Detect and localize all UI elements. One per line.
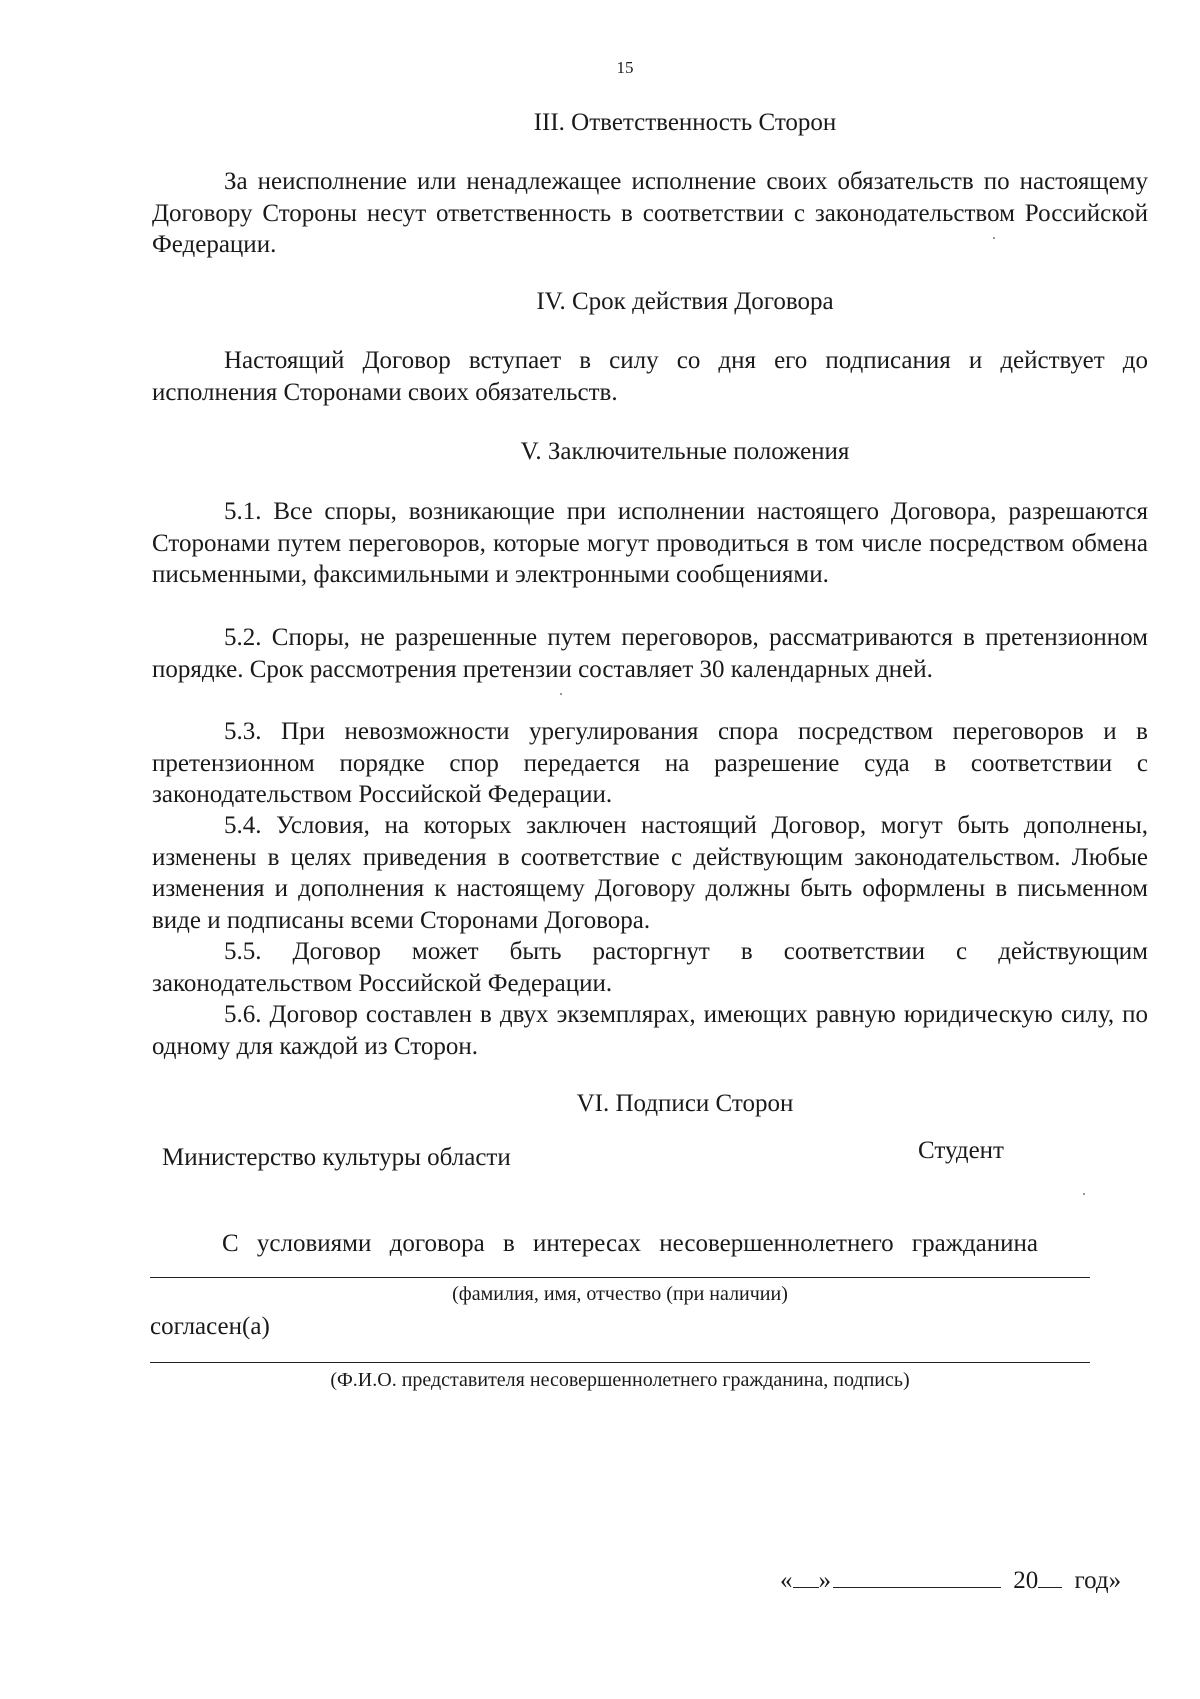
clause-5-6: 5.6. Договор составлен в двух экземплярах, имеющих равную юридическую силу, по одному для каждой из Сторон.	[152, 1001, 1148, 1060]
month-blank	[833, 1565, 1001, 1588]
party-ministry: Министерство культуры области	[162, 1144, 511, 1171]
section-5-title: V. Заключительные положения	[520, 438, 850, 465]
clause-5-4: 5.4. Условия, на которых заключен настоящий Договор, могут быть дополнены, изменены в целях приведения в соответствие с действующим законодательством. Любые изменения и дополнения к настоящему Договору должны быть оформлены в письменном виде и подписаны всеми Сторонами Договора.	[152, 812, 1148, 934]
date-open-quote: «	[780, 1567, 793, 1594]
representative-caption: (Ф.И.О. представителя несовершеннолетнего гражданина, подпись)	[330, 1369, 910, 1391]
section-3-title: III. Ответственность Сторон	[533, 109, 837, 136]
agreed-label: согласен(а)	[150, 1313, 270, 1340]
representative-signature-line	[150, 1362, 1090, 1363]
date-close-quote: »	[818, 1567, 831, 1594]
page-number: 15	[616, 58, 634, 77]
scan-speck	[1083, 1193, 1085, 1195]
clause-5-5: 5.5. Договор может быть расторгнут в соответствии с действующим законодательством Российской Федерации.	[152, 938, 1148, 997]
name-signature-line	[150, 1277, 1090, 1278]
consent-intro: С условиями договора в интересах несовершеннолетнего гражданина	[222, 1230, 1039, 1257]
scan-speck	[993, 237, 995, 239]
year-prefix: 20	[1013, 1567, 1039, 1594]
clause-5-2: 5.2. Споры, не разрешенные путем переговоров, рассматриваются в претензионном порядке. Срок рассмотрения претензии составляет 30 календарных дней.	[152, 624, 1148, 683]
section-3-text: За неисполнение или ненадлежащее исполнение своих обязательств по настоящему Договору Стороны несут ответственность в соответствии с законодательством Российской Федерации.	[152, 168, 1148, 258]
scan-speck	[560, 693, 562, 695]
section-4-title: IV. Срок действия Договора	[536, 288, 834, 315]
clause-5-3: 5.3. При невозможности урегулирования спора посредством переговоров и в претензионном порядке спор передается на разрешение суда в соответствии с законодательством Российской Федерации.	[152, 718, 1148, 808]
clause-5-1: 5.1. Все споры, возникающие при исполнении настоящего Договора, разрешаются Сторонами путем переговоров, которые могут проводиться в том числе посредством обмена письменными, факсимильными и электронными сообщениями.	[152, 498, 1148, 588]
section-4-text: Настоящий Договор вступает в силу со дня его подписания и действует до исполнения Сторонами своих обязательств.	[152, 347, 1148, 406]
year-blank	[1038, 1565, 1062, 1588]
date-line	[780, 1565, 1121, 1596]
section-6-title: VI. Подписи Сторон	[576, 1090, 794, 1117]
year-suffix: год»	[1074, 1567, 1122, 1594]
party-student: Студент	[918, 1137, 1004, 1164]
day-blank	[793, 1565, 819, 1588]
name-caption: (фамилия, имя, отчество (при наличии)	[452, 1283, 788, 1305]
